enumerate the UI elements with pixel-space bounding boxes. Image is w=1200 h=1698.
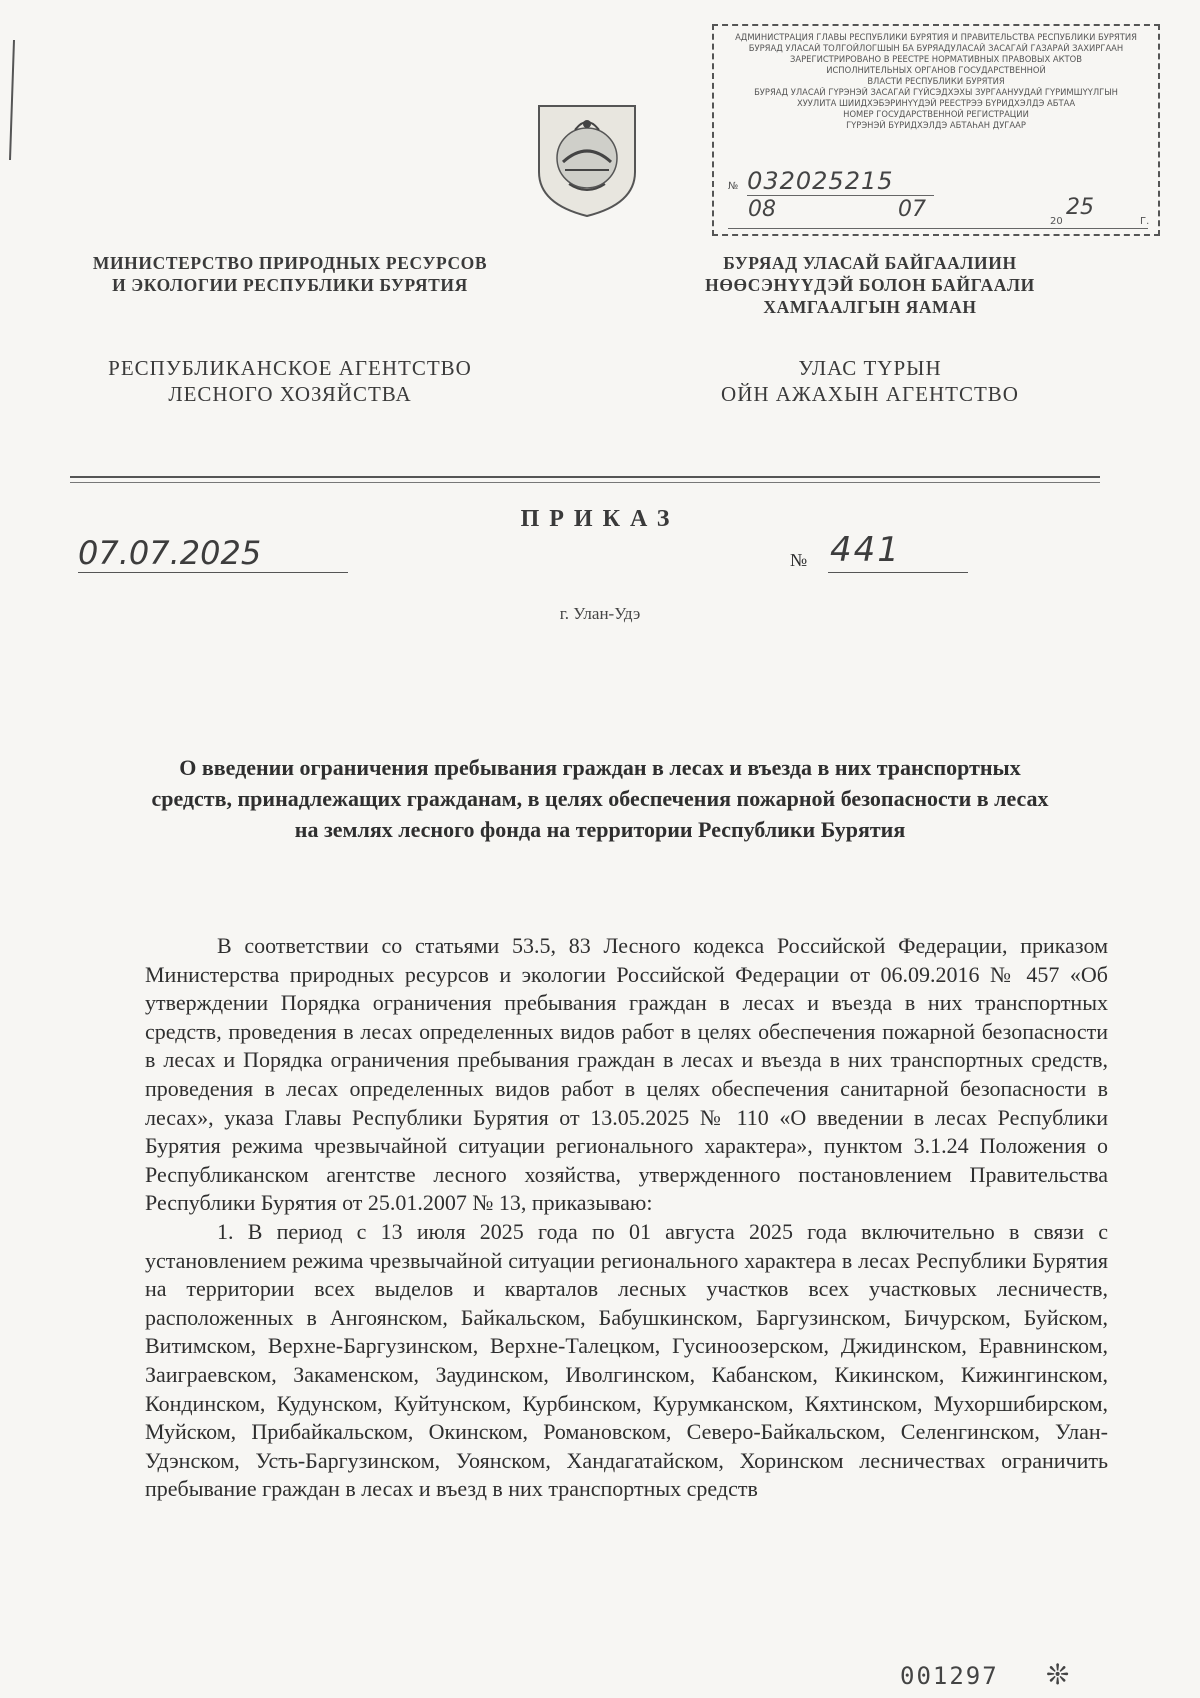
page-serial-number: 001297 — [900, 1662, 999, 1690]
order-number — [790, 530, 970, 570]
ministry-name-ru — [60, 252, 520, 296]
stamp-line: АДМИНИСТРАЦИЯ ГЛАВЫ РЕСПУБЛИКИ БУРЯТИЯ И ПРАВИТЕЛЬСТВА РЕСПУБЛИКИ БУРЯТИЯ — [735, 32, 1137, 42]
coat-of-arms-icon — [535, 100, 639, 220]
order-date-value: 07.07.2025 — [78, 534, 262, 572]
stamp-registration-date — [728, 195, 1150, 232]
asterisk-mark-icon: ❊ — [1046, 1658, 1070, 1691]
stamp-line: ИСПОЛНИТЕЛЬНЫХ ОРГАНОВ ГОСУДАРСТВЕННОЙ — [826, 65, 1046, 75]
stamp-line: НОМЕР ГОСУДАРСТВЕННОЙ РЕГИСТРАЦИИ — [843, 109, 1029, 119]
stamp-month: 07 — [898, 197, 926, 222]
stamp-year-prefix: 20 — [1050, 216, 1063, 227]
ministry-name-line: И ЭКОЛОГИИ РЕСПУБЛИКИ БУРЯТИЯ — [112, 275, 468, 295]
agency-name-line: РЕСПУБЛИКАНСКОЕ АГЕНТСТВО — [108, 356, 472, 380]
ministry-name-line: МИНИСТЕРСТВО ПРИРОДНЫХ РЕСУРСОВ — [92, 253, 488, 273]
stamp-line: ХУУЛИТА ШИИДХЭБЭРИНҮҮДЭЙ РЕЕСТРЭЭ БҮРИДХЭЛДЭ АБТАА — [796, 98, 1076, 108]
order-number-prefix: № — [790, 550, 808, 570]
agency-name-bua — [650, 355, 1090, 407]
header-divider-thin — [70, 482, 1100, 483]
agency-name-line: УЛАС ТҮРЫН — [798, 356, 942, 380]
order-title: О введении ограничения пребывания граждан в лесах и въезда в них транспортных средств, принадлежащих гражданам, в целях обеспечения пожарной безопасности в лесах на землях лесного фонда на территории Республики Бурятия — [151, 755, 1049, 842]
stamp-line: ГҮРЭНЭЙ БҮРИДХЭЛДЭ АБТАҺАН ДУГААР — [846, 120, 1026, 130]
stamp-line: БУРЯАД УЛАСАЙ ГҮРЭНЭЙ ЗАСАГАЙ ГҮЙСЭДХЭХЫ ЗУРГААНУУДАЙ ГҮРИМШҮҮЛГЫН — [754, 87, 1118, 97]
ministry-name-bua — [650, 252, 1090, 318]
order-date-handwritten — [78, 534, 358, 570]
stamp-line: ЗАРЕГИСТРИРОВАНО В РЕЕСТРЕ НОРМАТИВНЫХ ПРАВОВЫХ АКТОВ — [790, 54, 1082, 64]
order-body — [145, 932, 1108, 1504]
agency-name-line: ОЙН АЖАХЫН АГЕНТСТВО — [721, 382, 1019, 406]
stamp-line: ВЛАСТИ РЕСПУБЛИКИ БУРЯТИЯ — [867, 76, 1005, 86]
order-number-handwritten: 441 — [830, 530, 901, 570]
agency-name-line: ЛЕСНОГО ХОЗЯЙСТВА — [168, 382, 412, 406]
body-paragraph: В соответствии со статьями 53.5, 83 Лесного кодекса Российской Федерации, приказом Министерства природных ресурсов и экологии Российской Федерации от 06.09.2016 № 457 «Об утверждении Порядка ограничения пребывания граждан в лесах и въезда в них транспортных средств, проведения в лесах определенных видов работ в целях обеспечения пожарной безопасности в лесах и Порядка ограничения пребывания граждан в лесах и въезда в них транспортных средств, проведения в лесах определенных видов работ в целях обеспечения санитарной безопасности в лесах», указа Главы Республики Бурятия от 13.05.2025 № 110 «О введении в лесах Республики Бурятия режима чрезвычайной ситуации регионального характера», пунктом 3.1.24 Положения о Республиканском агентстве лесного хозяйства, утвержденного постановлением Правительства Республики Бурятия от 25.01.2007 № 13, приказываю: — [145, 933, 1108, 1216]
stamp-year-suffix: Г. — [1140, 216, 1150, 227]
document-type: ПРИКАЗ — [520, 506, 680, 532]
stamp-number-handwritten: 032025215 — [747, 167, 933, 196]
registration-stamp — [712, 24, 1160, 236]
stamp-line: БУРЯАД УЛАСАЙ ТОЛГОЙЛОГШЫН БА БУРЯАДУЛАСАЙ ЗАСАГАЙ ГАЗАРАЙ ЗАХИРГААН — [748, 43, 1124, 53]
stamp-year: 25 — [1066, 195, 1094, 220]
header-divider — [70, 476, 1100, 478]
stamp-day: 08 — [748, 197, 776, 222]
margin-pen-mark — [8, 40, 16, 160]
city-name: г. Улан-Удэ — [559, 604, 641, 623]
stamp-number-prefix: № — [728, 181, 739, 192]
ministry-name-line: БУРЯАД УЛАСАЙ БАЙГААЛИИН — [723, 253, 1017, 273]
body-paragraph: 1. В период с 13 июля 2025 года по 01 августа 2025 года включительно в связи с установлением режима чрезвычайной ситуации регионального характера в лесах Республики Бурятия на территории всех выделов и кварталов лесных участков всех участковых лесничеств, расположенных в Ангоянском, Байкальском, Бабушкинском, Баргузинском, Бичурском, Буйском, Витимском, Верхне-Баргузинском, Верхне-Талецком, Гусиноозерском, Джидинском, Еравнинском, Заиграевском, Закаменском, Заудинском, Иволгинском, Кабанском, Кикинском, Кижингинском, Кондинском, Кудунском, Куйтунском, Курбинском, Курумканском, Кяхтинском, Мухоршибирском, Муйском, Прибайкальском, Окинском, Романовском, Северо-Байкальском, Селенгинском, Улан-Удэнском, Усть-Баргузинском, Уоянском, Хандагатайском, Хоринском лесничествах ограничить пребывание граждан в лесах и въезд в них транспортных средств — [145, 1218, 1108, 1502]
agency-name-ru — [60, 355, 520, 407]
ministry-name-line: НӨӨСЭНҮҮДЭЙ БОЛОН БАЙГААЛИ — [705, 275, 1035, 295]
ministry-name-line: ХАМГААЛГЫН ЯАМАН — [763, 297, 977, 317]
